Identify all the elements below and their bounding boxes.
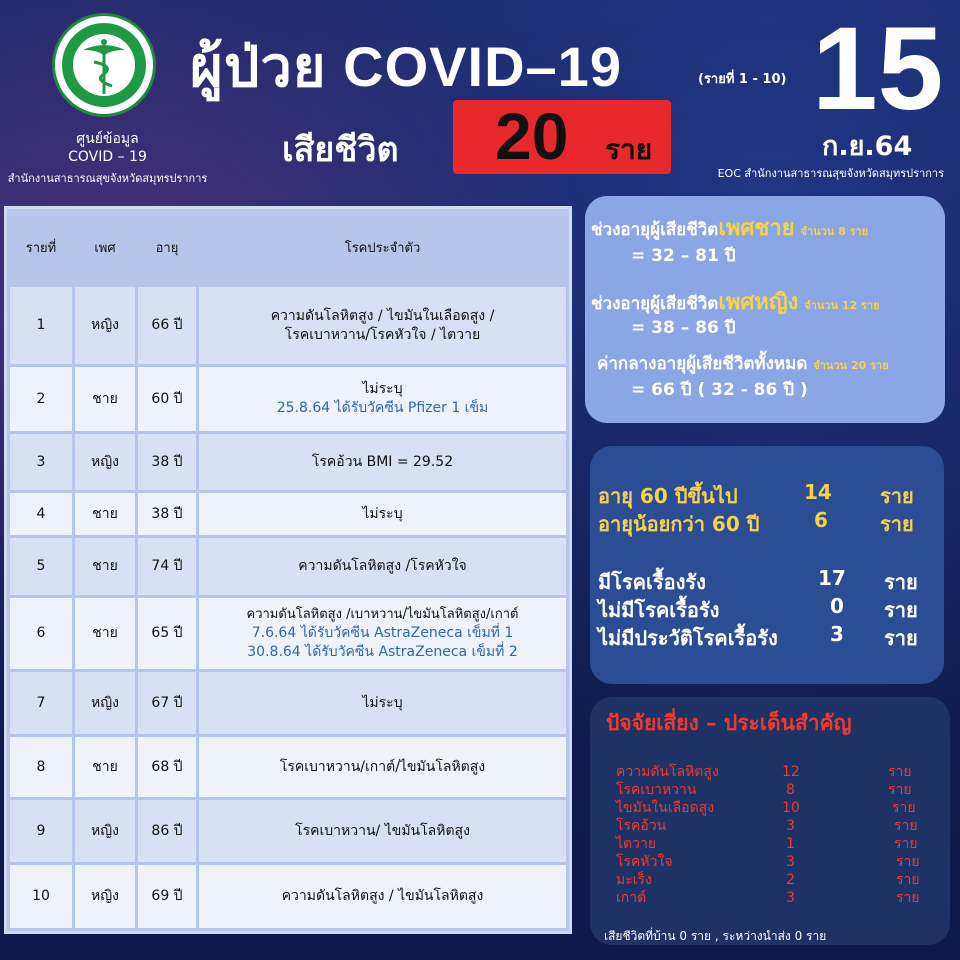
- vaccine-note: 30.8.64 ได้รับวัคซีน AstraZeneca เข็มที่ 2: [247, 644, 518, 660]
- table-row: [10, 737, 566, 797]
- row-disease: [199, 493, 566, 535]
- female-emphasis: เพศหญิง: [718, 290, 799, 315]
- table-row: [10, 672, 566, 734]
- disease-line: ไม่ระบุ: [362, 381, 403, 397]
- report-month-year: ก.ย.64: [822, 131, 913, 162]
- risk-value: 3: [786, 854, 795, 870]
- row-age: 65 ปี: [138, 598, 196, 669]
- summary-label: มีโรคเรื้องรัง: [598, 570, 706, 594]
- row-age: 66 ปี: [138, 287, 196, 364]
- risk-value: 3: [786, 818, 795, 834]
- row-disease: [199, 672, 566, 734]
- vaccine-note: 7.6.64 ได้รับวัคซีน AstraZeneca เข็มที่ 1: [251, 625, 514, 641]
- death-count: 20: [495, 99, 569, 173]
- row-sex: ชาย: [75, 367, 135, 431]
- row-age: 38 ปี: [138, 493, 196, 535]
- risk-label: ไขมันในเลือดสูง: [616, 800, 715, 816]
- row-age: 38 ปี: [138, 434, 196, 490]
- summary-value: 0: [830, 594, 844, 618]
- summary-label: อายุน้อยกว่า 60 ปี: [598, 512, 760, 536]
- row-disease: [199, 367, 566, 431]
- disease-line: ไม่ระบุ: [362, 505, 403, 522]
- disease-line: ความดันโลหิตสูง /โรคหัวใจ: [298, 558, 467, 574]
- risk-value: 12: [782, 764, 800, 780]
- info-center-title: ศูนย์ข้อมูล: [76, 131, 139, 147]
- info-center-office: สำนักงานสาธารณสุขจังหวัดสมุทรปราการ: [7, 172, 208, 185]
- summary-label: ไม่มีประวัติโรคเรื้อรัง: [598, 626, 778, 650]
- summary-unit: ราย: [884, 570, 918, 594]
- risk-label: มะเร็ง: [616, 872, 652, 888]
- table-row: [10, 598, 566, 669]
- age-range-panel: [585, 196, 945, 423]
- summary-unit: ราย: [884, 598, 918, 622]
- male-range-value: = 32 – 81 ปี: [631, 246, 736, 266]
- male-range-label: [591, 210, 868, 245]
- risk-label: โรคหัวใจ: [616, 854, 673, 870]
- female-count: จำนวน 12 ราย: [804, 299, 880, 312]
- header-age: อายุ: [138, 212, 196, 284]
- disease-line: โรคอ้วน BMI = 29.52: [311, 453, 454, 470]
- male-count: จำนวน 8 ราย: [800, 225, 869, 238]
- row-disease: [199, 800, 566, 862]
- summary-value: 6: [814, 508, 828, 532]
- risk-value: 2: [786, 872, 795, 888]
- row-disease: [199, 538, 566, 595]
- disease-line: ไม่ระบุ: [362, 694, 403, 711]
- row-disease: [199, 598, 566, 669]
- row-sex: หญิง: [75, 800, 135, 862]
- risk-unit: ราย: [888, 782, 912, 798]
- male-label-text: ช่วงอายุผู้เสียชีวิต: [591, 220, 719, 240]
- risk-value: 3: [786, 890, 795, 906]
- row-age: 86 ปี: [138, 800, 196, 862]
- vaccine-note: 25.8.64 ได้รับวัคซีน Pfizer 1 เข็ม: [276, 400, 489, 416]
- risk-unit: ราย: [896, 890, 920, 906]
- summary-unit: ราย: [880, 512, 914, 536]
- disease-line: ความดันโลหิตสูง / ไขมันในเลือดสูง /: [270, 307, 495, 324]
- median-label-text: ค่ากลางอายุผู้เสียชีวิตทั้งหมด: [597, 354, 808, 374]
- risk-label: เกาต์: [616, 890, 647, 906]
- table-row: [10, 367, 566, 431]
- ministry-logo: [52, 13, 156, 117]
- death-count-box: [453, 100, 671, 174]
- risk-title: ปัจจัยเสี่ยง – ประเด็นสำคัญ: [606, 711, 852, 735]
- caduceus-icon: [79, 36, 129, 96]
- table-row: [10, 287, 566, 364]
- disease-line: ความดันโลหิตสูง /เบาหวาน/ไขมันโลหิตสูง/เกาต์: [246, 607, 519, 622]
- risk-footer: เสียชีวิตที่บ้าน 0 ราย , ระหว่างนำส่ง 0 ราย: [604, 929, 827, 943]
- table-header-row: [10, 212, 566, 284]
- risk-value: 8: [786, 782, 795, 798]
- row-age: 68 ปี: [138, 737, 196, 797]
- row-disease: [199, 287, 566, 364]
- header-disease: โรคประจำตัว: [199, 212, 566, 284]
- row-disease: [199, 737, 566, 797]
- row-age: 60 ปี: [138, 367, 196, 431]
- female-label-text: ช่วงอายุผู้เสียชีวิต: [591, 294, 719, 314]
- row-disease: [199, 865, 566, 928]
- disease-line: โรคเบาหวาน/โรคหัวใจ / ไตวาย: [284, 326, 481, 343]
- row-no: 5: [10, 538, 72, 595]
- page-title: ผู้ป่วย COVID–19: [190, 35, 622, 98]
- summary-unit: ราย: [880, 484, 914, 508]
- case-range: (รายที่ 1 - 10): [698, 72, 787, 87]
- header-sex: เพศ: [75, 212, 135, 284]
- disease-line: โรคเบาหวาน/ ไขมันโลหิตสูง: [295, 822, 470, 839]
- row-sex: หญิง: [75, 434, 135, 490]
- death-unit: ราย: [605, 133, 653, 166]
- median-label: [597, 350, 889, 377]
- row-no: 10: [10, 865, 72, 928]
- report-day: 15: [812, 3, 944, 135]
- row-sex: หญิง: [75, 672, 135, 734]
- summary-value: 3: [830, 622, 844, 646]
- row-no: 6: [10, 598, 72, 669]
- risk-label: ไตวาย: [616, 836, 657, 852]
- female-range-value: = 38 – 86 ปี: [631, 318, 736, 338]
- table-row: [10, 434, 566, 490]
- row-disease: [199, 434, 566, 490]
- table-row: [10, 865, 566, 928]
- row-no: 4: [10, 493, 72, 535]
- male-emphasis: เพศชาย: [718, 216, 795, 241]
- disease-line: ความดันโลหิตสูง / ไขมันโลหิตสูง: [281, 888, 484, 904]
- table-row: [10, 800, 566, 862]
- risk-unit: ราย: [896, 854, 920, 870]
- summary-label: อายุ 60 ปีขึ้นไป: [598, 484, 738, 508]
- summary-label: ไม่มีโรคเรื้อรัง: [598, 598, 720, 622]
- row-age: 74 ปี: [138, 538, 196, 595]
- summary-panel: [590, 446, 944, 684]
- death-label: เสียชีวิต: [282, 130, 399, 170]
- row-sex: หญิง: [75, 287, 135, 364]
- row-no: 2: [10, 367, 72, 431]
- row-age: 69 ปี: [138, 865, 196, 928]
- row-sex: ชาย: [75, 737, 135, 797]
- risk-value: 1: [786, 836, 795, 852]
- row-sex: ชาย: [75, 538, 135, 595]
- risk-unit: ราย: [894, 818, 918, 834]
- row-age: 67 ปี: [138, 672, 196, 734]
- row-no: 1: [10, 287, 72, 364]
- risk-value: 10: [782, 800, 800, 816]
- row-no: 8: [10, 737, 72, 797]
- row-sex: หญิง: [75, 865, 135, 928]
- summary-value: 14: [804, 480, 832, 504]
- row-sex: ชาย: [75, 493, 135, 535]
- risk-label: โรคอ้วน: [616, 818, 667, 834]
- risk-label: โรคเบาหวาน: [616, 782, 697, 798]
- row-no: 9: [10, 800, 72, 862]
- disease-line: โรคเบาหวาน/เกาต์/ไขมันโลหิตสูง: [279, 758, 486, 775]
- row-no: 7: [10, 672, 72, 734]
- eoc-credit: EOC สำนักงานสาธารณสุขจังหวัดสมุทรปราการ: [717, 167, 944, 180]
- median-value: = 66 ปี ( 32 - 86 ปี ): [631, 380, 808, 400]
- row-sex: ชาย: [75, 598, 135, 669]
- deaths-table: [4, 206, 572, 934]
- risk-label: ความดันโลหิตสูง: [616, 764, 719, 780]
- summary-value: 17: [818, 566, 846, 590]
- header-no: รายที่: [10, 212, 72, 284]
- median-count: จำนวน 20 ราย: [813, 359, 889, 372]
- summary-unit: ราย: [884, 626, 918, 650]
- risk-factor-panel: [590, 697, 950, 945]
- info-center-covid: COVID – 19: [68, 149, 147, 165]
- table-row: [10, 538, 566, 595]
- risk-unit: ราย: [892, 800, 916, 816]
- risk-unit: ราย: [894, 836, 918, 852]
- row-no: 3: [10, 434, 72, 490]
- table-row: [10, 493, 566, 535]
- risk-unit: ราย: [888, 764, 912, 780]
- risk-unit: ราย: [896, 872, 920, 888]
